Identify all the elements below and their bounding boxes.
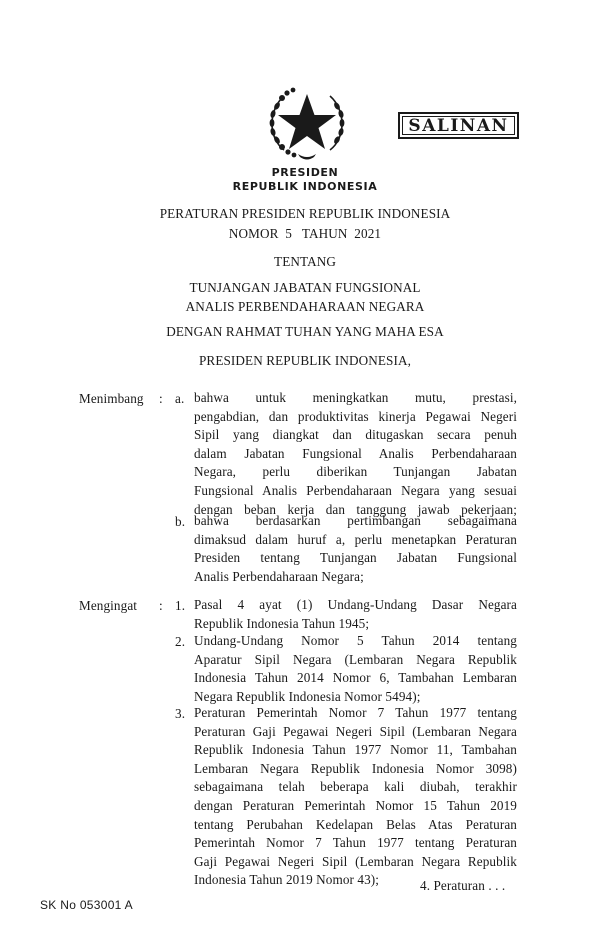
mengingat-label: Mengingat [79,598,138,613]
text-line: dimaksud dalam huruf a, perlu menetapkan Peraturan [194,531,517,547]
mengingat-item-2-marker: 2. [175,634,186,649]
mengingat-item-2 [194,632,517,706]
text-line: Republik Indonesia Tahun 1977 Nomor 11, Tambahan [194,742,517,758]
text-line: Gaji Pegawai Negeri Sipil (Lembaran Negara Republik [194,853,517,869]
text-line: dengan Peraturan Pemerintah Nomor 15 Tahun 2019 [194,797,517,813]
stamp-text: SALINAN [408,115,509,136]
menimbang-colon: : [159,391,163,406]
authority-line: PRESIDEN REPUBLIK INDONESIA, [199,353,411,368]
menimbang-item-a [194,389,517,519]
presidential-emblem-icon [262,84,352,164]
text-line: pengabdian, dan produktivitas kinerja Pegawai Negeri [194,408,517,424]
text-line: Pasal 4 ayat (1) Undang-Undang Dasar Negara [194,597,517,612]
text-line: Fungsional Analis Perbendaharaan Negara yang sesuai [194,482,517,498]
text-line: Lembaran Negara Republik Indonesia Nomor 3098) [194,760,517,776]
mengingat-item-1 [194,596,517,633]
salinan-stamp [398,112,519,139]
menimbang-item-a-marker: a. [175,391,185,406]
mengingat-item-3-marker: 3. [175,706,186,721]
menimbang-item-b-marker: b. [175,514,186,529]
text-line: Analis Perbendaharaan Negara; [194,568,364,584]
text-line: Indonesia Tahun 2014 Nomor 6, Tambahan Lembaran [194,670,517,686]
regulation-title: PERATURAN PRESIDEN REPUBLIK INDONESIA [159,206,451,221]
regulation-subject-line1: TUNJANGAN JABATAN FUNGSIONAL [189,280,421,295]
text-line: dengan beban kerja dan tanggung jawab pekerjaan; [194,501,517,517]
blessing-line: DENGAN RAHMAT TUHAN YANG MAHA ESA [166,324,444,339]
text-line: Presiden tentang Tunjangan Jabatan Fungsional [194,550,517,566]
mengingat-item-1-marker: 1. [175,598,186,613]
regulation-subject-line2: ANALIS PERBENDAHARAAN NEGARA [185,299,425,314]
page-continuation: 4. Peraturan . . . [420,878,506,893]
text-line: bahwa berdasarkan pertimbangan sebagaimana [194,513,517,528]
header-republic: REPUBLIK INDONESIA [232,180,378,193]
document-serial-code: SK No 053001 A [40,898,133,912]
regulation-about: TENTANG [274,254,336,269]
text-line: dalam Jabatan Fungsional Analis Perbendaharaan [194,445,517,461]
text-line: Republik Indonesia Tahun 1945; [194,615,370,631]
text-line: Negara Republik Indonesia Nomor 5494); [194,688,421,704]
text-line: Peraturan Gaji Pegawai Negeri Sipil (Lembaran Negara [194,723,517,739]
text-line: Indonesia Tahun 2019 Nomor 43); [194,872,380,888]
regulation-number: NOMOR 5 TAHUN 2021 [228,226,382,241]
menimbang-item-b [194,512,517,586]
header-president: PRESIDEN [271,166,339,179]
text-line: Negara, perlu diberikan Tunjangan Jabatan [194,464,517,480]
text-line: Undang-Undang Nomor 5 Tahun 2014 tentang [194,633,517,648]
menimbang-label: Menimbang [79,391,144,406]
mengingat-item-3 [194,704,517,890]
text-line: Aparatur Sipil Negara (Lembaran Negara Republik [194,651,517,667]
mengingat-colon: : [159,598,163,613]
text-line: tentang Perubahan Kedelapan Belas Atas Peraturan [194,816,517,832]
text-line: Sipil yang diangkat dan ditugaskan secara penuh [194,427,517,443]
text-line: sebagaimana telah beberapa kali diubah, terakhir [194,779,517,795]
text-line: Peraturan Pemerintah Nomor 7 Tahun 1977 tentang [194,705,517,720]
text-line: bahwa untuk meningkatkan mutu, prestasi, [194,390,517,405]
text-line: Pemerintah Nomor 7 Tahun 1977 tentang Peraturan [194,835,517,851]
